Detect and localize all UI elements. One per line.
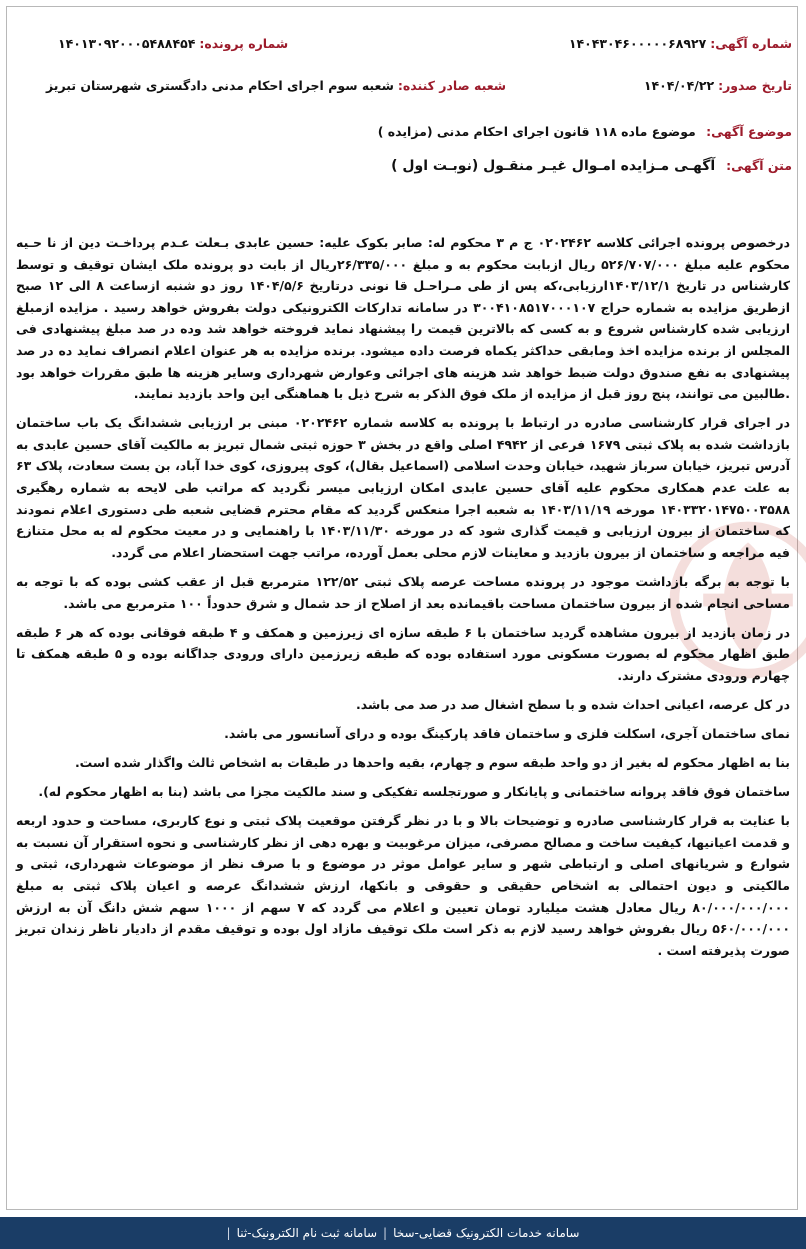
ad-text-heading — [391, 158, 792, 174]
case-number — [58, 36, 288, 51]
ad-subject — [378, 124, 792, 139]
body-paragraph: با عنایت به قرار کارشناسی صادره و توضیحات بالا و با در نظر گرفتن موقعیت پلاک ثبتی و نوع کاربری، مساحت و حدود اربعه و قدمت اعیانیها، کیفیت ساخت و مصالح مصرفی، میزان مرغوبیت و بهره دهی از نظر کارشناسی و نحوه استقرار آن نسبت به شوارع و شریانهای اصلی و ارتباطی شهر و سایر عوامل موثر در موضوع و با صرف نظر از موضوعات شهرداری، ثبتی و مالکیتی و دیون احتمالی به اشخاص حقیقی و حقوقی و بانکها، ارزش ششدانگ عرصه و اعیان پلاک ثبتی به مبلغ ۸۰/۰۰۰/۰۰۰/۰۰۰ ریال معادل هشت میلیارد تومان تعیین و اعلام می گردد که ۷ سهم از ۱۰۰۰ سهم شش دانگ آن به ارزش ۵۶۰/۰۰۰/۰۰۰ ریال بفروش خواهد رسید لازم به ذکر است ملک توقیف مازاد اول بوده و توقیف مقدم از دادیار ناظر زندان تبریز صورت پذیرفته است . — [16, 813, 791, 958]
text-title: آگهـی مـزایده امـوال غیـر منقـول (نوبـت اول ) — [391, 158, 716, 174]
footer-separator: | — [226, 1226, 231, 1240]
issuer — [46, 78, 506, 93]
body-paragraph: درخصوص پرونده اجرائی کلاسه ۰۲۰۲۴۶۲ ج م ۳ محکوم له: صابر بکوک علیه: حسین عابدی بـعلت عـدم پرداخـت دین از نا حـیه محکوم علیه مبلغ ۵۲۶/۷۰۷/۰۰۰ ریال ازبابت محکوم به و مبلغ ۲۶/۳۳۵/۰۰۰ریال از بابت دو پرونده ملک ایشان توقیف و توسط کارشناس در تاریخ ۱۴۰۳/۱۲/۱ارزیابی،که پس از طی مـراحـل قا نونی درتاریخ ۱۴۰۴/۵/۶ روز دو شنبه ازساعت ۸ الی ۱۲ صبح ازطریق مزایده به شماره حراج ۳۰۰۴۱۰۸۵۱۷۰۰۰۱۰۷ در سامانه تدارکات الکترونیکی دولت بفروش خواهد رسید . مزایده ازمبلغ ارزیابی شده کارشناس شروع و به کسی که بالاترین قیمت را پیشنهاد نماید فروخته خواهد شد وده در صد مبلغ پیشنهادی فی المجلس از برنده مزایده اخذ ومابقی حداکثر یکماه فرصت داده میشود. برنده مزایده به هر عنوان اعلام انصراف نماید ده در صد پیشنهادی به نفع صندوق دولت ضبط خواهد شد هزینه های اجرائی وعوارض شهرداری وسایر هزینه ها طبق مقررات خواهد بود .طالبین می توانند، پنج روز قبل از مزایده از ملک فوق الذکر به شرح ذیل با هماهنگی این واحد بازدید نمایند. — [16, 235, 791, 402]
body-paragraph: ساختمان فوق فاقد پروانه ساختمانی و پایانکار و صورتجلسه تفکیکی و سند مالکیت مجزا می باشد (بنا به اظهار محکوم له). — [38, 784, 790, 800]
header-row-1 — [14, 36, 792, 51]
body-paragraph: نمای ساختمان آجری، اسکلت فلزی و ساختمان فاقد پارکینگ بوده و درای آسانسور می باشد. — [224, 725, 790, 741]
subject-label: موضوع آگهی: — [706, 124, 792, 139]
text-label: متن آگهی: — [726, 158, 792, 173]
footer-link-sakha[interactable]: سامانه خدمات الکترونیک قضایی-سخا — [393, 1226, 580, 1240]
body-paragraph: در اجرای قرار کارشناسی صادره در ارتباط با پرونده به کلاسه شماره ۰۲۰۲۴۶۲ مبنی بر ارزیابی ششدانگ یک باب ساختمان بازداشت شده به پلاک ثبتی ۱۶۷۹ فرعی از ۴۹۴۲ اصلی واقع در بخش ۳ حوزه ثبتی شمال تبریز به مالکیت آقای حسین عابدی به آدرس تبریز، خیابان سرباز شهید، خیابان وحدت اسلامی (اسماعیل بقال)، کوی پیروزی، کوی خدا آباد، بن بست سعادت، پلاک ۶۳ به علت عدم همکاری محکوم علیه آقای حسین عابدی امکان ارزیابی میسر نگردید که مراتب طی لایحه به شماره رهگیری ۱۴۰۳۳۲۰۱۴۷۵۰۰۳۵۸۸ مورخه ۱۴۰۳/۱۱/۱۹ به شعبه اجرا منعکس گردید که مقام محترم قضایی شعبه طی دستوری اعلام نمودند که ساختمان از بیرون ارزیابی و قیمت گذاری شود که در مورخه ۱۴۰۳/۱۱/۳۰ با راهنمایی و در معیت محکوم له به محل متنازع فیه مراجعه و ساختمان از بیرون بازدید و معاینات لازم محلی بعمل آورده، مراتب جهت استحضار اعلام می گردد. — [16, 415, 790, 560]
footer-separator: | — [383, 1226, 388, 1240]
ad-number — [569, 36, 792, 51]
ad-body — [16, 232, 790, 969]
header-row-2 — [14, 78, 792, 93]
issuer-value: شعبه سوم اجرای احکام مدنی دادگستری شهرستان تبریز — [46, 78, 394, 93]
issue-date — [644, 78, 792, 93]
case-number-label: شماره پرونده: — [199, 36, 289, 51]
issuer-label: شعبه صادر کننده: — [397, 78, 507, 93]
subject-value: موضوع ماده ۱۱۸ قانون اجرای احکام مدنی (مزایده ) — [377, 124, 696, 139]
body-paragraph: در کل عرصه، اعیانی احداث شده و با سطح اشغال صد در صد می باشد. — [356, 696, 790, 712]
ad-number-label: شماره آگهی: — [710, 36, 792, 51]
body-paragraph: با توجه به برگه بازداشت موجود در پرونده مساحت عرصه پلاک ثبتی ۱۲۲/۵۲ مترمربع قبل از عقب کشی بوده که با توجه به مساحی انجام شده از بیرون ساختمان مساحت باقیمانده بعد از اصلاح از حد شمال و شرق حدوداً ۱۰۰ مترمربع می باشد. — [16, 573, 790, 611]
ad-number-value: ۱۴۰۴۳۰۴۶۰۰۰۰۰۶۸۹۲۷ — [568, 36, 707, 51]
issue-date-label: تاریخ صدور: — [718, 78, 792, 93]
body-paragraph: در زمان بازدید از بیرون مشاهده گردید ساختمان با ۶ طبقه سازه ای زیرزمین و همکف و ۴ طبقه فوقانی بوده که هر ۶ طبقه طبق اظهار محکوم له بصورت مسکونی مورد استفاده بوده که طبقه زیرزمین دارای ورودی جداگانه بوده و ۵ طبقه همکف تا چهارم ورودی مشترک دارند. — [16, 624, 791, 683]
body-paragraph: بنا به اظهار محکوم له بغیر از دو واحد طبقه سوم و چهارم، بقیه واحدها در طبقات به اشخاص ثالث واگذار شده است. — [74, 755, 790, 771]
footer-bar — [0, 1217, 806, 1249]
issue-date-value: ۱۴۰۴/۰۴/۲۲ — [643, 78, 715, 93]
case-number-value: ۱۴۰۱۳۰۹۲۰۰۰۵۴۸۸۴۵۴ — [58, 36, 196, 51]
footer-link-sana[interactable]: سامانه ثبت نام الکترونیک-ثنا — [236, 1226, 378, 1240]
